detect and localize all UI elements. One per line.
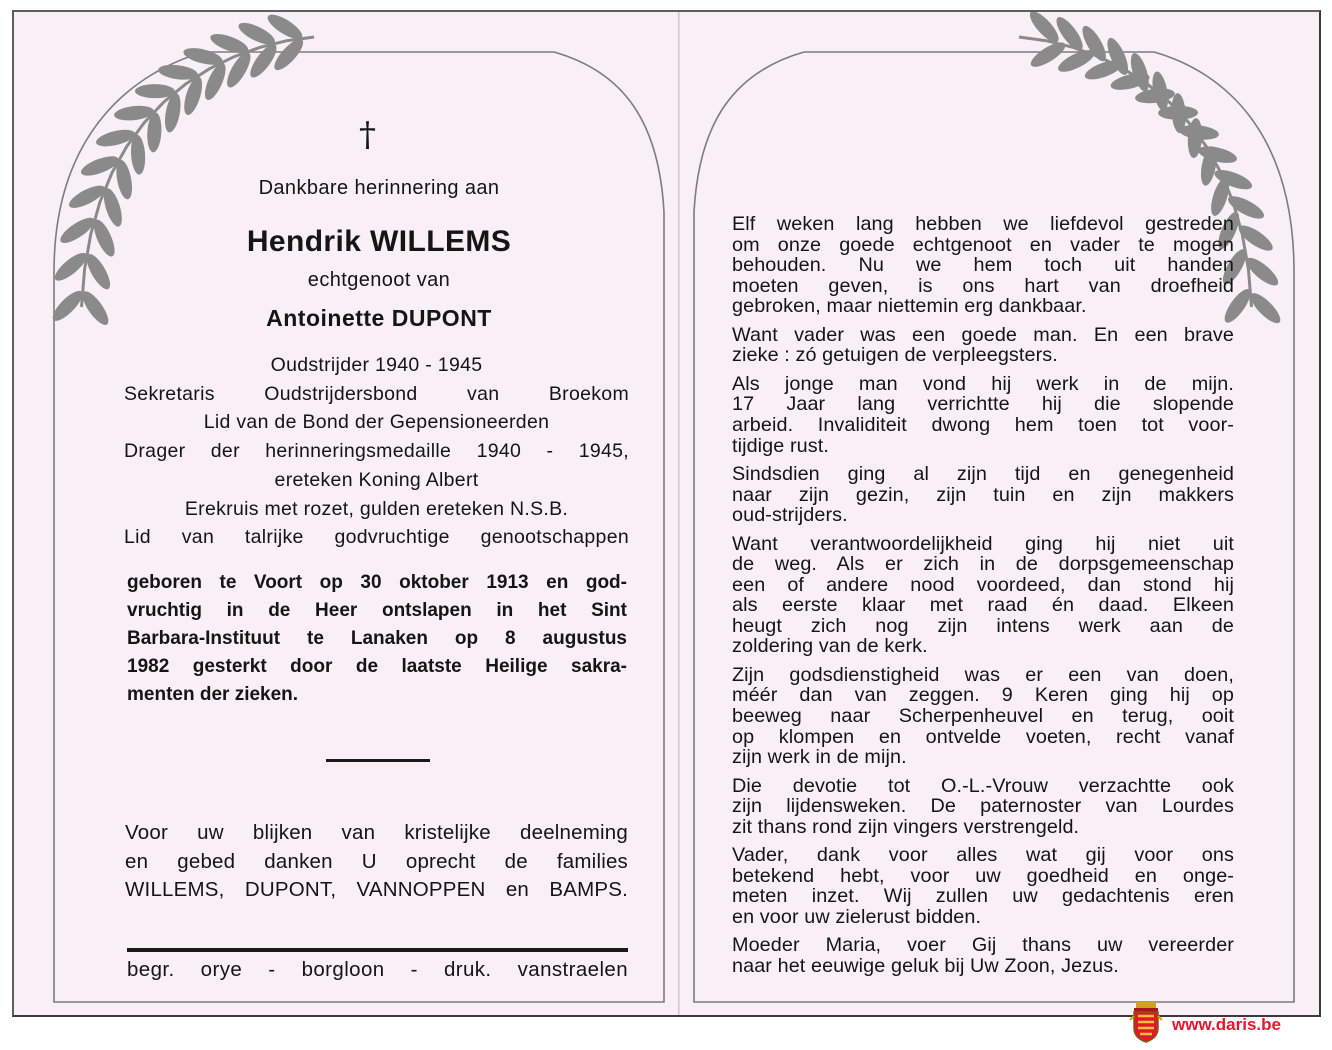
wheat-leaf [181, 75, 206, 117]
honour-line: Erekruis met rozet, gulden ereteken N.S.B. [184, 497, 569, 520]
memorial-text [732, 214, 1234, 984]
watermark-text: www.daris.be [1172, 1015, 1281, 1034]
thanks-line: en gebed danken U oprecht de families [125, 849, 628, 873]
birth-death-line: 1982 gesterkt door de laatste Heilige sakra- [127, 656, 627, 677]
wheat-leaf [94, 127, 136, 150]
memorial-paragraph [732, 935, 1234, 976]
memorial-paragraph [732, 325, 1234, 366]
memorial-text-line: als eerste klaar met raad én daad. Elkeen [732, 594, 1234, 617]
memorial-text-line: Sindsdien ging al zijn tijd en genegenheid [732, 462, 1234, 485]
memorial-text-line: Zijn godsdienstigheid was er een van doen, [732, 663, 1234, 686]
memorial-text-line: Die devotie tot O.-L.-Vrouw verzachtte ook [732, 774, 1234, 797]
memorial-text-line: behouden. Nu we hem toch uit handen [732, 254, 1234, 277]
spouse-name: Antoinette DUPONT [266, 305, 492, 331]
memorial-text-line: méér dan van zeggen. 9 Keren ging hij op [732, 684, 1234, 707]
thanks-paragraph [125, 819, 628, 905]
memorial-paragraph [732, 464, 1234, 526]
memorial-text-line: oud-strijders. [732, 504, 848, 527]
memorial-text-line: een of andere nood voordeed, dan stond hij [732, 573, 1234, 596]
memorial-card [12, 10, 1321, 1017]
memorial-text-line: om onze goede echtgenoot en vader te mogen [732, 233, 1234, 256]
memorial-text-line: beeweg naar Scherpenheuvel en terug, ooit [732, 705, 1234, 728]
wheat-leaf [135, 84, 175, 98]
memorial-text-line: zieke : zó getuigen de verpleegsters. [732, 344, 1058, 367]
memorial-text-line: heugt zich nog zijn intens werk aan de [732, 614, 1234, 637]
birth-death-line: menten der zieken. [127, 684, 299, 705]
wheat-leaf [162, 92, 183, 134]
memorial-text-line: Moeder Maria, voer Gij thans uw vereerder [732, 934, 1234, 957]
memorial-text-line: tijdige rust. [732, 434, 829, 457]
honour-line: Lid van de Bond der Gepensioneerden [203, 411, 550, 434]
memorial-text-line: zijn lijdensweken. De paternoster van Lourdes [732, 795, 1234, 818]
memorial-text-line: de weg. Als er zich in de dorpsgemeenschap [732, 553, 1234, 576]
memorial-paragraph [732, 534, 1234, 658]
memorial-paragraph [732, 374, 1234, 456]
honour-line: Oudstrijder 1940 - 1945 [270, 354, 483, 376]
memorial-paragraph [732, 776, 1234, 838]
printer-credit: begr. orye - borgloon - druk. vanstraelen [127, 958, 628, 981]
footer-rule [127, 948, 628, 952]
memorial-text-line: Want verantwoordelijkheid ging hij niet uit [732, 532, 1234, 555]
memorial-paragraph [732, 665, 1234, 768]
memorial-text-line: gebroken, maar niettemin erg dankbaar. [732, 295, 1087, 318]
honour-line: Sekretaris Oudstrijdersbond van Broekom [124, 382, 629, 405]
memorial-text-line: meten inzet. Wij zullen uw gedachtenis eren [732, 885, 1234, 908]
memorial-text-line: naar zijn gezin, zijn tuin en zijn makkers [732, 483, 1234, 506]
memorial-text-line: zijn werk in de mijn. [732, 746, 907, 769]
wheat-leaf [82, 251, 114, 293]
memorial-text-line: Want vader was een goede man. En een brave [732, 323, 1234, 346]
honour-line: ereteken Koning Albert [274, 468, 479, 491]
thanks-line: WILLEMS, DUPONT, VANNOPPEN en BAMPS. [125, 878, 628, 902]
watermark [1128, 1000, 1281, 1044]
cross-symbol: † [359, 115, 376, 155]
memorial-text-line: naar het eeuwige geluk bij Uw Zoon, Jezus. [732, 954, 1119, 977]
deceased-name: Hendrik WILLEMS [246, 225, 512, 258]
memorial-text-line: zit thans rond zijn vingers verstrengeld. [732, 815, 1080, 838]
intro-text: Dankbare herinnering aan [258, 177, 500, 199]
memorial-text-line: zoldering van de kerk. [732, 635, 928, 658]
spouse-label: echtgenoot van [307, 269, 451, 291]
memorial-text-line: Elf weken lang hebben we liefdevol gestreden [732, 213, 1234, 235]
honour-line: Drager der herinneringsmedaille 1940 - 1945, [124, 440, 629, 463]
memorial-text-line: moeten geven, is ons hart van droefheid [732, 274, 1234, 297]
memorial-text-line: Vader, dank voor alles wat gij voor ons [732, 844, 1234, 867]
separator-line [326, 759, 430, 762]
memorial-text-line: en voor uw zielerust bidden. [732, 905, 982, 928]
birth-death-line: Barbara-Instituut te Lanaken op 8 augustus [127, 628, 627, 649]
memorial-text-line: arbeid. Invaliditeit dwong hem toen tot voor- [732, 413, 1234, 436]
memorial-text-line: op klompen en ontvelde voeten, recht vanaf [732, 725, 1234, 748]
birth-death-line: vruchtig in de Heer ontslapen in het Sint [127, 600, 627, 621]
wheat-leaf [1246, 289, 1284, 327]
wheat-leaf [78, 288, 113, 329]
crest-icon [1128, 1000, 1164, 1044]
memorial-text-line: Als jonge man vond hij werk in de mijn. [732, 372, 1234, 395]
memorial-paragraph [732, 214, 1234, 317]
honours-list [124, 351, 629, 552]
memorial-text-line: betekend hebt, voor uw goedheid en onge- [732, 864, 1234, 887]
honour-line: Lid van talrijke godvruchtige genootschappen [124, 526, 629, 549]
memorial-paragraph [732, 845, 1234, 927]
birth-death-line: geboren te Voort op 30 oktober 1913 en god- [127, 572, 627, 593]
birth-death-paragraph [127, 569, 627, 709]
thanks-line: Voor uw blijken van kristelijke deelneming [125, 821, 628, 844]
memorial-text-line: 17 Jaar lang verrichtte hij die slopende [732, 393, 1234, 416]
